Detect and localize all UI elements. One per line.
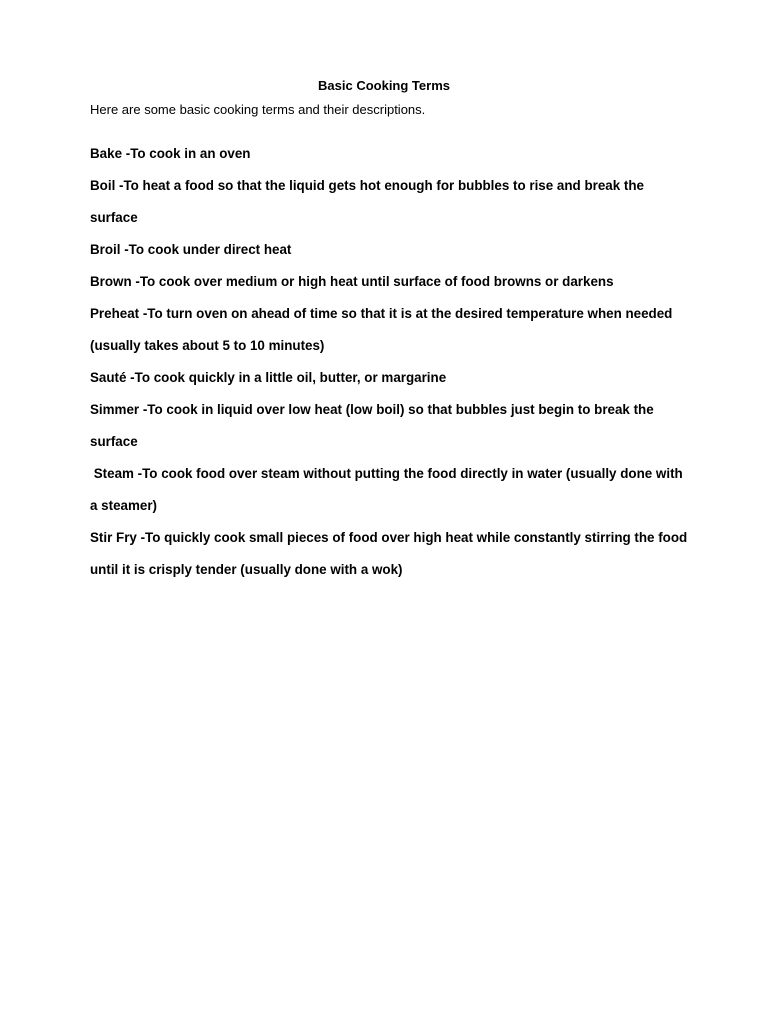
term-broil: Broil -To cook under direct heat: [90, 242, 292, 257]
term-steam: Steam -To cook food over steam without putting the food directly in water (usually done with a steamer): [90, 466, 687, 513]
cooking-terms-list: [90, 138, 690, 586]
term-stir-fry: Stir Fry -To quickly cook small pieces of food over high heat while constantly stirring the food until it is crisply tender (usually done with a wok): [90, 530, 691, 577]
term-preheat: Preheat -To turn oven on ahead of time so that it is at the desired temperature when needed (usually takes about 5 to 10 minutes): [90, 306, 677, 353]
document-intro: Here are some basic cooking terms and their descriptions.: [90, 102, 426, 117]
term-brown: Brown -To cook over medium or high heat until surface of food browns or darkens: [90, 274, 614, 289]
term-bake: Bake -To cook in an oven: [90, 146, 251, 161]
document-title: Basic Cooking Terms: [318, 78, 450, 93]
term-boil: Boil -To heat a food so that the liquid gets hot enough for bubbles to rise and break the surface: [90, 178, 648, 225]
term-simmer: Simmer -To cook in liquid over low heat (low boil) so that bubbles just begin to break the surface: [90, 402, 658, 449]
term-saute: Sauté -To cook quickly in a little oil, butter, or margarine: [90, 370, 447, 385]
